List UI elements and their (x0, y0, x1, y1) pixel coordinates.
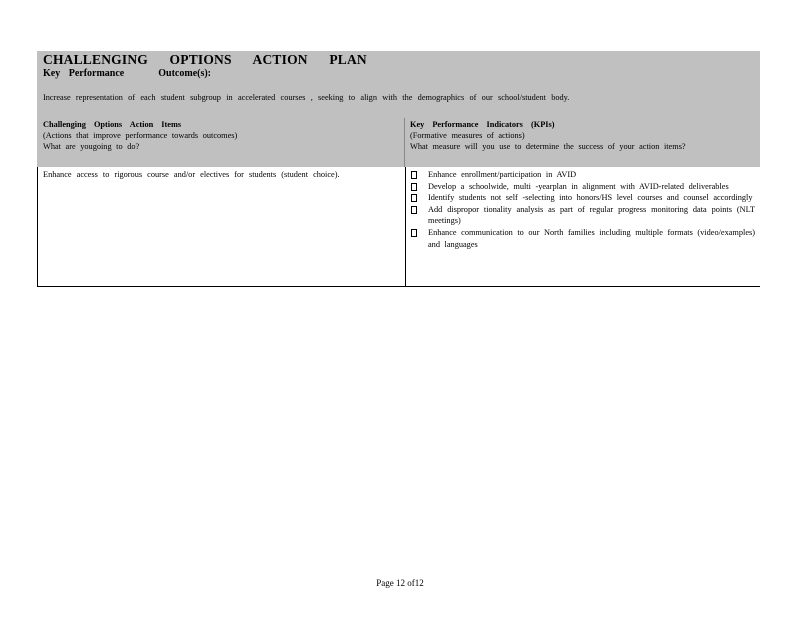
column-divider (405, 167, 406, 287)
column-divider-header (404, 118, 405, 167)
kpi-list (411, 169, 755, 250)
plan-title: CHALLENGING OPTIONS ACTION PLAN (43, 52, 367, 67)
checkbox-bullet-icon (411, 206, 417, 214)
kpi-item: Enhance enrollment/participation in AVID (411, 169, 755, 181)
kpi-title: Key Performance Indicators (KPIs) (410, 120, 555, 129)
kpo-label-part2: Outcome(s): (158, 68, 212, 79)
action-items-title: Challenging Options Action Items (43, 120, 182, 129)
outcome-text: Increase representation of each student subgroup in accelerated courses , seeking to align with the demographics of our school/student body. (43, 93, 570, 102)
action-items-header (43, 119, 237, 152)
checkbox-bullet-icon (411, 183, 417, 191)
action-plan-table (37, 51, 760, 287)
plan-body (37, 167, 760, 287)
checkbox-bullet-icon (411, 229, 417, 237)
action-item: Enhance access to rigorous course and/or electives for students (student choice). (43, 170, 340, 179)
kpi-item: Develop a schoolwide, multi -yearplan in alignment with AVID-related deliverables (411, 181, 755, 193)
kpi-header (410, 119, 686, 152)
action-items-subtitle: (Actions that improve performance towards outcomes) (43, 131, 238, 140)
kpi-question: What measure will you use to determine the success of your action items? (410, 142, 686, 151)
kpi-item: Add dispropor tionality analysis as part of regular progress monitoring data points (NLT meetings) (411, 204, 755, 227)
checkbox-bullet-icon (411, 194, 417, 202)
plan-header (37, 51, 760, 118)
key-performance-outcome-label (43, 68, 211, 79)
checkbox-bullet-icon (411, 171, 417, 179)
kpi-item: Enhance communication to our North families including multiple formats (video/examples) and languages (411, 227, 755, 250)
kpi-item: Identify students not self -selecting into honors/HS level courses and counsel accordingly (411, 192, 755, 204)
page-number: Page 12 of12 (376, 578, 424, 588)
kpo-label-part1: Key Performance (43, 68, 125, 79)
action-items-question: What are yougoing to do? (43, 142, 140, 151)
kpi-subtitle: (Formative measures of actions) (410, 131, 525, 140)
column-headers (37, 118, 760, 167)
